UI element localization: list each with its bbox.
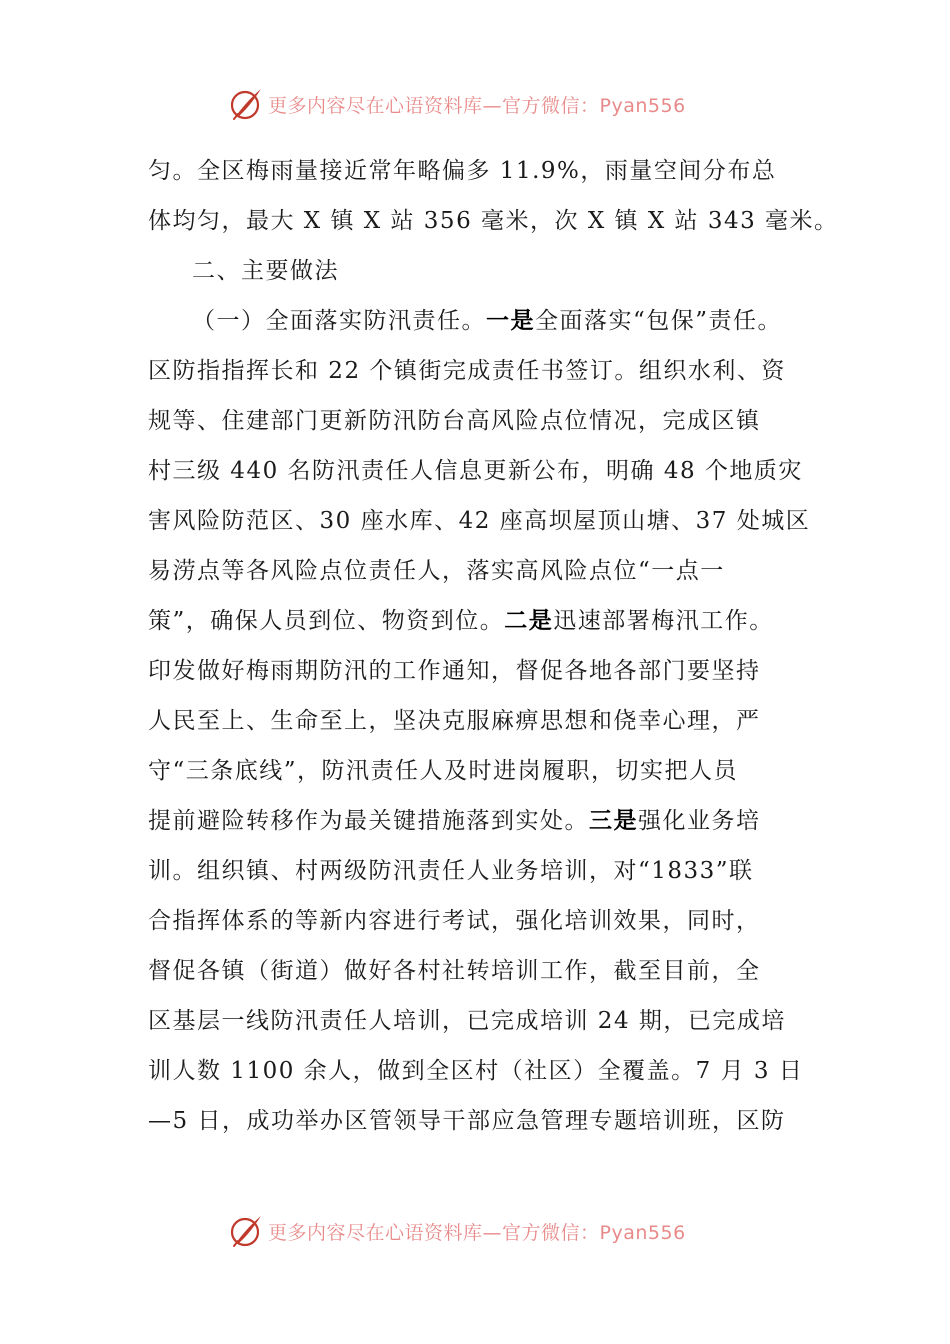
footer-banner <box>228 1211 748 1251</box>
bold-marker: 一是 <box>486 307 535 334</box>
body-line: 合指挥体系的等新内容进行考试，强化培训效果，同时， <box>148 908 761 934</box>
body-line: 体均匀，最大 X 镇 X 站 356 毫米，次 X 镇 X 站 343 毫米。 <box>148 208 839 234</box>
banner-text: 更多内容尽在心语资料库—官方微信：Pyan556 <box>268 1221 686 1244</box>
body-line: 训人数 1100 余人，做到全区村（社区）全覆盖。7 月 3 日 <box>148 1058 804 1084</box>
banner-text: 更多内容尽在心语资料库—官方微信：Pyan556 <box>268 94 686 117</box>
bold-marker: 二是 <box>504 607 554 634</box>
body-line: 区防指指挥长和 22 个镇街完成责任书签订。组织水利、资 <box>148 358 786 384</box>
document-body <box>148 150 839 1150</box>
body-line: （一）全面落实防汛责任。一是全面落实“包保”责任。 <box>192 307 783 334</box>
quill-pen-circle-icon <box>228 1213 264 1249</box>
quill-pen-circle-icon <box>228 86 264 122</box>
body-line: —5 日，成功举办区管领导干部应急管理专题培训班，区防 <box>148 1108 786 1134</box>
body-line: 守“三条底线”，防汛责任人及时进岗履职，切实把人员 <box>148 758 739 784</box>
body-line: 策”，确保人员到位、物资到位。二是迅速部署梅汛工作。 <box>148 607 774 634</box>
body-line: 村三级 440 名防汛责任人信息更新公布，明确 48 个地质灾 <box>148 458 803 484</box>
body-line: 匀。全区梅雨量接近常年略偏多 11.9%，雨量空间分布总 <box>148 158 777 184</box>
bold-marker: 三是 <box>589 807 638 834</box>
body-line: 害风险防范区、30 座水库、42 座高坝屋顶山塘、37 处城区 <box>148 508 811 534</box>
body-line: 区基层一线防汛责任人培训，已完成培训 24 期，已完成培 <box>148 1008 786 1034</box>
body-line: 人民至上、生命至上，坚决克服麻痹思想和侥幸心理，严 <box>148 708 761 734</box>
body-line: 提前避险转移作为最关键措施落到实处。三是强化业务培 <box>148 807 761 834</box>
body-line: 印发做好梅雨期防汛的工作通知，督促各地各部门要坚持 <box>148 658 761 684</box>
body-line: 训。组织镇、村两级防汛责任人业务培训，对“1833”联 <box>148 858 754 884</box>
section-heading: 二、主要做法 <box>192 258 339 284</box>
body-line: 规等、住建部门更新防汛防台高风险点位情况，完成区镇 <box>148 408 761 434</box>
header-banner <box>228 84 748 124</box>
body-line: 督促各镇（街道）做好各村社转培训工作，截至目前，全 <box>148 958 761 984</box>
body-line: 易涝点等各风险点位责任人，落实高风险点位“一点一 <box>148 558 725 584</box>
